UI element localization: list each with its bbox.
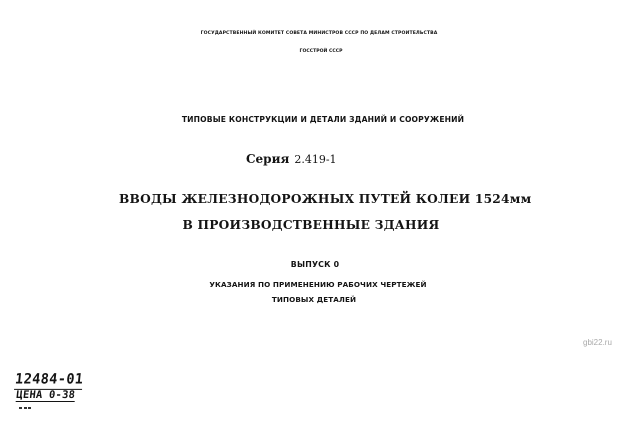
stamp-number-text: 12484-01 [14, 371, 85, 388]
gosstroy-header: ГОССТРОЙ СССР [299, 49, 343, 54]
series-line [246, 150, 386, 168]
stamp-price-text: ЦЕНА 0-38 [15, 389, 76, 401]
stamp-number [14, 371, 84, 388]
committee-header: ГОСУДАРСТВЕННЫЙ КОМИТЕТ СОВЕТА МИНИСТРОВ СССР ПО ДЕЛАМ СТРОИТЕЛЬСТВА [200, 31, 438, 36]
instructions-line-1: УКАЗАНИЯ ПО ПРИМЕНЕНИЮ РАБОЧИХ ЧЕРТЕЖЕЙ [209, 280, 427, 289]
series-label: Серия [246, 152, 290, 166]
stamp-price [16, 389, 76, 401]
stamp-dashes [19, 407, 31, 409]
series-code: 2.419-1 [294, 153, 337, 166]
stamp-price-underline [16, 401, 75, 402]
document-title-line-2: В ПРОИЗВОДСТВЕННЫЕ ЗДАНИЯ [182, 218, 440, 232]
instructions-line-2: ТИПОВЫХ ДЕТАЛЕЙ [271, 295, 357, 304]
collection-title: ТИПОВЫЕ КОНСТРУКЦИИ И ДЕТАЛИ ЗДАНИЙ И СООРУЖЕНИЙ [181, 115, 465, 124]
watermark: gbi22.ru [583, 338, 612, 347]
issue-number: ВЫПУСК 0 [290, 260, 340, 269]
document-title-line-1: ВВОДЫ ЖЕЛЕЗНОДОРОЖНЫХ ПУТЕЙ КОЛЕИ 1524мм [119, 192, 532, 206]
